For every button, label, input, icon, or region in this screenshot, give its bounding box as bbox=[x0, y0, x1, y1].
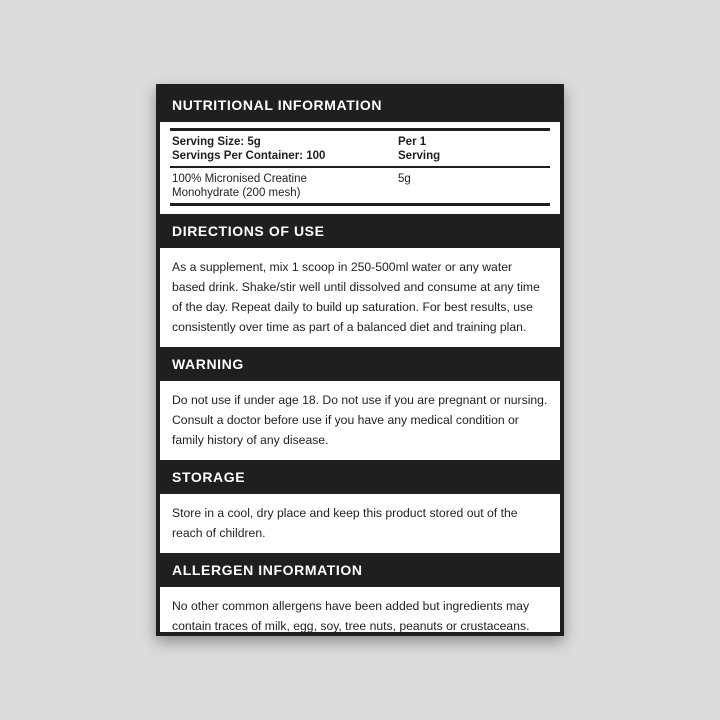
ingredient-name-line1: 100% Micronised Creatine bbox=[172, 173, 307, 185]
nutrition-table-section bbox=[160, 122, 560, 214]
per-serving-header-cell bbox=[396, 130, 550, 168]
serving-size: Serving Size: 5g bbox=[172, 136, 261, 148]
serving-info-cell bbox=[170, 130, 396, 168]
supplement-facts-label bbox=[156, 84, 564, 636]
nutritional-information-heading: NUTRITIONAL INFORMATION bbox=[160, 88, 560, 122]
per-serving-label-line2: Serving bbox=[398, 150, 441, 162]
storage-heading: STORAGE bbox=[160, 460, 560, 494]
ingredient-name-cell bbox=[170, 167, 396, 205]
storage-text: Store in a cool, dry place and keep this product stored out of the reach of children. bbox=[172, 506, 518, 540]
directions-text: As a supplement, mix 1 scoop in 250-500ml water or any water based drink. Shake/stir well until dissolved and consume at any time of the day. Repeat daily to build up saturation. For best results, use consistently over time as part of a balanced diet and training plan. bbox=[172, 260, 540, 334]
allergen-heading: ALLERGEN INFORMATION bbox=[160, 553, 560, 587]
ingredient-name-line2: Monohydrate (200 mesh) bbox=[172, 187, 301, 199]
table-row bbox=[170, 167, 550, 205]
warning-text: Do not use if under age 18. Do not use if you are pregnant or nursing. Consult a doctor before use if you have any medical condition or family history of any disease. bbox=[172, 393, 548, 447]
per-serving-label-line1: Per 1 bbox=[398, 136, 427, 148]
nutrition-table-header-row bbox=[170, 130, 550, 168]
nutrition-table bbox=[170, 128, 550, 206]
servings-per-container: Servings Per Container: 100 bbox=[172, 150, 326, 162]
allergen-text: No other common allergens have been added but ingredients may contain traces of milk, egg, soy, tree nuts, peanuts or crustaceans. bbox=[172, 599, 530, 633]
directions-heading: DIRECTIONS OF USE bbox=[160, 214, 560, 248]
warning-heading: WARNING bbox=[160, 347, 560, 381]
ingredient-amount-cell: 5g bbox=[396, 167, 550, 205]
